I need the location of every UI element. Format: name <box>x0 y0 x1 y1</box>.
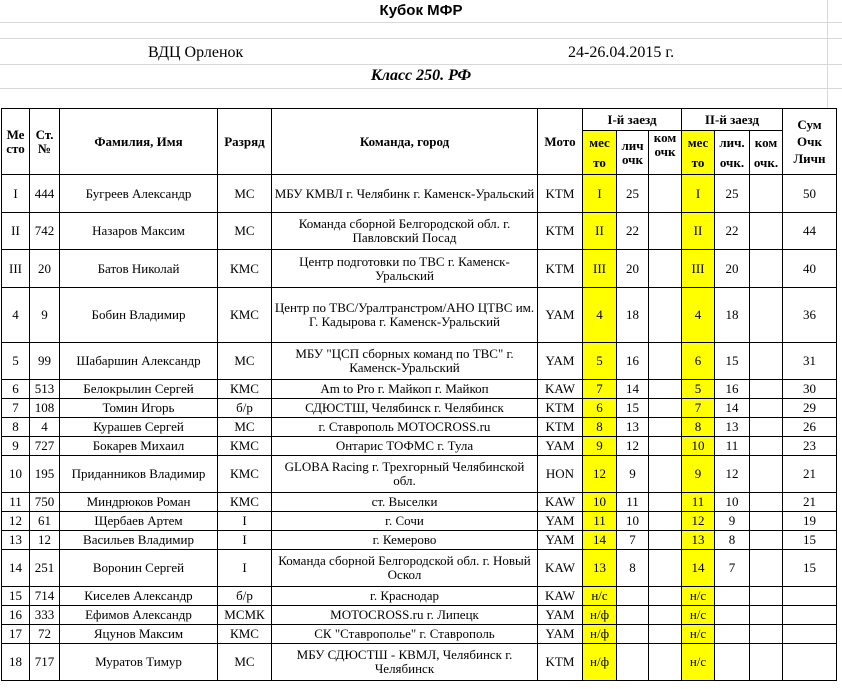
row-race1-team-points <box>649 456 682 493</box>
row-race1-team-points <box>649 550 682 587</box>
row-start-number: 251 <box>30 550 60 587</box>
table-row <box>2 343 837 380</box>
row-race1-place: н/ф <box>583 625 617 644</box>
row-race2-team-points <box>750 175 783 213</box>
row-moto: KAW <box>538 380 583 399</box>
row-team: MOTOCROSS.ru г. Липецк <box>272 606 538 625</box>
row-race1-place: 14 <box>583 531 617 550</box>
row-place: II <box>2 213 30 250</box>
table-row <box>2 175 837 213</box>
row-start-number: 750 <box>30 493 60 512</box>
row-race2-place: н/с <box>682 625 715 644</box>
row-team: г. Кемерово <box>272 531 538 550</box>
row-race2-place: н/с <box>682 644 715 681</box>
row-race1-points: 9 <box>617 456 649 493</box>
row-sum <box>783 606 837 625</box>
grid-line <box>0 64 842 65</box>
row-place: 18 <box>2 644 30 681</box>
row-race1-points: 18 <box>617 288 649 343</box>
row-race1-points: 7 <box>617 531 649 550</box>
row-rank: КМС <box>218 493 272 512</box>
row-moto: YAM <box>538 512 583 531</box>
row-race2-team-points <box>750 456 783 493</box>
row-race2-place: 8 <box>682 418 715 437</box>
row-race2-team-points <box>750 644 783 681</box>
row-sum: 21 <box>783 493 837 512</box>
row-rank: МС <box>218 343 272 380</box>
row-sum: 29 <box>783 399 837 418</box>
row-team: СДЮСТШ, Челябинск г. Челябинск <box>272 399 538 418</box>
row-race1-team-points <box>649 531 682 550</box>
header-moto: Мото <box>538 109 583 175</box>
row-race2-place: н/с <box>682 587 715 606</box>
row-start-number: 513 <box>30 380 60 399</box>
row-team: МБУ КМВЛ г. Челябинк г. Каменск-Уральский <box>272 175 538 213</box>
row-race2-place: 10 <box>682 437 715 456</box>
row-place: 12 <box>2 512 30 531</box>
row-rank: КМС <box>218 380 272 399</box>
row-race1-place: 12 <box>583 456 617 493</box>
row-team: GLOBA Racing г. Трехгорный Челябинской обл. <box>272 456 538 493</box>
row-race2-team-points <box>750 512 783 531</box>
row-team: СК "Ставрополье" г. Ставрополь <box>272 625 538 644</box>
row-race2-points: 11 <box>715 437 750 456</box>
row-race2-team-points <box>750 587 783 606</box>
row-start-number: 333 <box>30 606 60 625</box>
row-race2-points: 12 <box>715 456 750 493</box>
row-race1-team-points <box>649 175 682 213</box>
row-team: Am to Pro г. Майкоп г. Майкоп <box>272 380 538 399</box>
header-race1-team-points: ком очк <box>649 131 682 175</box>
grid-line <box>0 88 842 89</box>
row-race1-team-points <box>649 343 682 380</box>
row-race2-points: 14 <box>715 399 750 418</box>
row-race2-place: н/с <box>682 606 715 625</box>
row-race1-points: 14 <box>617 380 649 399</box>
row-place: 15 <box>2 587 30 606</box>
row-race1-points: 15 <box>617 399 649 418</box>
row-team: Центр подготовки по ТВС г. Каменск-Уральский <box>272 250 538 288</box>
row-race2-points: 9 <box>715 512 750 531</box>
row-race1-points <box>617 587 649 606</box>
row-race1-place: 8 <box>583 418 617 437</box>
row-race2-place: 12 <box>682 512 715 531</box>
table-row <box>2 456 837 493</box>
table-row <box>2 213 837 250</box>
row-race1-place: 11 <box>583 512 617 531</box>
table-row <box>2 587 837 606</box>
row-place: 14 <box>2 550 30 587</box>
event-dates: 24-26.04.2015 г. <box>568 44 675 61</box>
row-race1-team-points <box>649 493 682 512</box>
row-moto: KTM <box>538 213 583 250</box>
row-race1-points <box>617 606 649 625</box>
row-race1-place: 13 <box>583 550 617 587</box>
row-start-number: 20 <box>30 250 60 288</box>
row-race1-points: 12 <box>617 437 649 456</box>
header-race2-place: мес то <box>682 131 715 175</box>
row-race1-points: 16 <box>617 343 649 380</box>
row-place: III <box>2 250 30 288</box>
row-race2-team-points <box>750 531 783 550</box>
row-start-number: 99 <box>30 343 60 380</box>
row-rank: МСМК <box>218 606 272 625</box>
row-sum <box>783 644 837 681</box>
page-title: Кубок МФР <box>379 2 463 19</box>
row-moto: KTM <box>538 250 583 288</box>
row-start-number: 61 <box>30 512 60 531</box>
row-rank: МС <box>218 213 272 250</box>
row-rank: КМС <box>218 625 272 644</box>
row-name: Белокрылин Сергей <box>60 380 218 399</box>
row-race1-team-points <box>649 437 682 456</box>
row-name: Муратов Тимур <box>60 644 218 681</box>
row-race2-points <box>715 644 750 681</box>
row-race1-team-points <box>649 380 682 399</box>
row-rank: КМС <box>218 437 272 456</box>
row-race1-place: 7 <box>583 380 617 399</box>
results-table <box>1 108 837 681</box>
row-team: г. Ставрополь MOTOCROSS.ru <box>272 418 538 437</box>
row-start-number: 9 <box>30 288 60 343</box>
row-moto: KTM <box>538 644 583 681</box>
row-place: 6 <box>2 380 30 399</box>
row-place: 5 <box>2 343 30 380</box>
row-sum: 26 <box>783 418 837 437</box>
row-race1-team-points <box>649 644 682 681</box>
row-start-number: 742 <box>30 213 60 250</box>
table-row <box>2 531 837 550</box>
row-name: Васильев Владимир <box>60 531 218 550</box>
row-race1-team-points <box>649 250 682 288</box>
row-rank: КМС <box>218 250 272 288</box>
row-sum: 19 <box>783 512 837 531</box>
row-race2-points: 16 <box>715 380 750 399</box>
table-row <box>2 380 837 399</box>
row-race1-team-points <box>649 399 682 418</box>
row-moto: KAW <box>538 587 583 606</box>
row-start-number: 72 <box>30 625 60 644</box>
row-start-number: 714 <box>30 587 60 606</box>
row-race2-place: 4 <box>682 288 715 343</box>
row-team: г. Сочи <box>272 512 538 531</box>
row-race2-team-points <box>750 343 783 380</box>
row-race1-points <box>617 644 649 681</box>
row-rank: КМС <box>218 288 272 343</box>
row-rank: I <box>218 531 272 550</box>
row-race1-team-points <box>649 512 682 531</box>
table-row <box>2 418 837 437</box>
row-name: Воронин Сергей <box>60 550 218 587</box>
table-row <box>2 512 837 531</box>
row-race2-team-points <box>750 493 783 512</box>
row-race2-place: 14 <box>682 550 715 587</box>
row-sum: 21 <box>783 456 837 493</box>
row-race2-team-points <box>750 250 783 288</box>
row-race2-place: 11 <box>682 493 715 512</box>
row-sum: 15 <box>783 550 837 587</box>
header-start-number: Ст. № <box>30 109 60 175</box>
row-moto: YAM <box>538 343 583 380</box>
row-name: Бобин Владимир <box>60 288 218 343</box>
row-rank: МС <box>218 418 272 437</box>
row-moto: YAM <box>538 437 583 456</box>
row-name: Бугреев Александр <box>60 175 218 213</box>
table-row <box>2 644 837 681</box>
row-race2-team-points <box>750 380 783 399</box>
row-moto: YAM <box>538 531 583 550</box>
row-race2-points: 13 <box>715 418 750 437</box>
venue: ВДЦ Орленок <box>148 44 244 61</box>
grid-line <box>0 22 842 23</box>
row-name: Шабаршин Александр <box>60 343 218 380</box>
row-rank: I <box>218 512 272 531</box>
row-team: Центр по ТВС/Уралтранстром/АНО ЦТВС им. Г. Кадырова г. Каменск-Уральский <box>272 288 538 343</box>
row-race1-place: н/с <box>583 587 617 606</box>
row-place: I <box>2 175 30 213</box>
row-race1-points: 20 <box>617 250 649 288</box>
row-moto: KTM <box>538 399 583 418</box>
table-row <box>2 493 837 512</box>
row-rank: МС <box>218 175 272 213</box>
row-start-number: 195 <box>30 456 60 493</box>
row-race2-team-points <box>750 625 783 644</box>
class-title: Класс 250. РФ <box>370 67 472 84</box>
row-race1-team-points <box>649 606 682 625</box>
table-row <box>2 250 837 288</box>
row-race2-team-points <box>750 606 783 625</box>
header-race2-team-points: ком очк. <box>750 131 783 175</box>
row-rank: б/р <box>218 587 272 606</box>
table-row <box>2 550 837 587</box>
row-race2-team-points <box>750 550 783 587</box>
row-race1-team-points <box>649 288 682 343</box>
table-row <box>2 606 837 625</box>
row-sum: 50 <box>783 175 837 213</box>
grid-line <box>0 38 842 39</box>
results-body <box>2 175 837 681</box>
row-start-number: 444 <box>30 175 60 213</box>
header-name: Фамилия, Имя <box>60 109 218 175</box>
row-race2-points: 10 <box>715 493 750 512</box>
row-place: 16 <box>2 606 30 625</box>
row-race2-place: 7 <box>682 399 715 418</box>
row-race1-place: I <box>583 175 617 213</box>
row-race1-points: 11 <box>617 493 649 512</box>
row-name: Киселев Александр <box>60 587 218 606</box>
row-race1-place: 10 <box>583 493 617 512</box>
row-race1-points: 10 <box>617 512 649 531</box>
row-race1-place: н/ф <box>583 606 617 625</box>
table-row <box>2 399 837 418</box>
row-race1-team-points <box>649 418 682 437</box>
row-race2-team-points <box>750 213 783 250</box>
row-sum: 30 <box>783 380 837 399</box>
row-moto: YAM <box>538 625 583 644</box>
header-place: Ме сто <box>2 109 30 175</box>
row-sum: 23 <box>783 437 837 456</box>
row-race1-team-points <box>649 625 682 644</box>
row-race2-place: II <box>682 213 715 250</box>
row-team: г. Краснодар <box>272 587 538 606</box>
row-sum: 36 <box>783 288 837 343</box>
row-rank: I <box>218 550 272 587</box>
row-race1-place: 6 <box>583 399 617 418</box>
row-race2-place: 6 <box>682 343 715 380</box>
row-race1-points: 25 <box>617 175 649 213</box>
row-race2-team-points <box>750 437 783 456</box>
row-race2-place: I <box>682 175 715 213</box>
row-place: 7 <box>2 399 30 418</box>
row-name: Назаров Максим <box>60 213 218 250</box>
row-moto: KAW <box>538 493 583 512</box>
row-race1-team-points <box>649 213 682 250</box>
row-sum <box>783 587 837 606</box>
row-race2-points: 8 <box>715 531 750 550</box>
row-sum: 31 <box>783 343 837 380</box>
header-race1-place: мес то <box>583 131 617 175</box>
row-race2-points: 7 <box>715 550 750 587</box>
header-team: Команда, город <box>272 109 538 175</box>
row-place: 4 <box>2 288 30 343</box>
row-sum <box>783 625 837 644</box>
row-team: МБУ "ЦСП сборных команд по ТВС" г. Каменск-Уральский <box>272 343 538 380</box>
row-race1-points <box>617 625 649 644</box>
row-sum: 40 <box>783 250 837 288</box>
row-race2-place: 5 <box>682 380 715 399</box>
row-race2-points: 22 <box>715 213 750 250</box>
row-start-number: 4 <box>30 418 60 437</box>
row-name: Батов Николай <box>60 250 218 288</box>
row-race2-points: 25 <box>715 175 750 213</box>
row-race1-place: II <box>583 213 617 250</box>
row-team: Онтарис ТОФМС г. Тула <box>272 437 538 456</box>
row-race1-place: 9 <box>583 437 617 456</box>
row-moto: HON <box>538 456 583 493</box>
row-race2-points <box>715 625 750 644</box>
row-race2-team-points <box>750 399 783 418</box>
row-place: 9 <box>2 437 30 456</box>
row-name: Щербаев Артем <box>60 512 218 531</box>
table-row <box>2 437 837 456</box>
row-sum: 15 <box>783 531 837 550</box>
row-start-number: 727 <box>30 437 60 456</box>
row-race1-points: 8 <box>617 550 649 587</box>
row-race1-points: 22 <box>617 213 649 250</box>
row-name: Курашев Сергей <box>60 418 218 437</box>
row-race1-place: III <box>583 250 617 288</box>
row-race1-place: 4 <box>583 288 617 343</box>
row-race1-points: 13 <box>617 418 649 437</box>
row-race2-place: 13 <box>682 531 715 550</box>
row-race2-place: III <box>682 250 715 288</box>
row-place: 11 <box>2 493 30 512</box>
row-race2-place: 9 <box>682 456 715 493</box>
row-race2-points: 20 <box>715 250 750 288</box>
row-name: Томин Игорь <box>60 399 218 418</box>
header-race-1: I-й заезд <box>583 109 682 131</box>
row-moto: KTM <box>538 175 583 213</box>
row-place: 8 <box>2 418 30 437</box>
row-race2-team-points <box>750 418 783 437</box>
row-team: Команда сборной Белгородской обл. г. Павловский Посад <box>272 213 538 250</box>
table-row <box>2 625 837 644</box>
row-place: 17 <box>2 625 30 644</box>
row-team: ст. Выселки <box>272 493 538 512</box>
row-place: 10 <box>2 456 30 493</box>
row-name: Миндрюков Роман <box>60 493 218 512</box>
row-start-number: 12 <box>30 531 60 550</box>
row-name: Приданников Владимир <box>60 456 218 493</box>
row-rank: б/р <box>218 399 272 418</box>
row-moto: KAW <box>538 550 583 587</box>
row-team: Команда сборной Белгородской обл. г. Новый Оскол <box>272 550 538 587</box>
row-start-number: 108 <box>30 399 60 418</box>
header-rank: Разряд <box>218 109 272 175</box>
row-name: Бокарев Михаил <box>60 437 218 456</box>
row-start-number: 717 <box>30 644 60 681</box>
row-race2-team-points <box>750 288 783 343</box>
row-moto: YAM <box>538 606 583 625</box>
row-race1-place: н/ф <box>583 644 617 681</box>
row-rank: КМС <box>218 456 272 493</box>
row-race2-points <box>715 587 750 606</box>
row-race1-place: 5 <box>583 343 617 380</box>
row-team: МБУ СДЮСТШ - КВМЛ, Челябинск г. Челябинск <box>272 644 538 681</box>
header-sum: Сум Очк Личн <box>783 109 837 175</box>
row-sum: 44 <box>783 213 837 250</box>
row-race2-points <box>715 606 750 625</box>
header-race-2: II-й заезд <box>682 109 783 131</box>
row-name: Яцунов Максим <box>60 625 218 644</box>
row-place: 13 <box>2 531 30 550</box>
row-rank: МС <box>218 644 272 681</box>
row-race2-points: 18 <box>715 288 750 343</box>
row-race1-team-points <box>649 587 682 606</box>
row-name: Ефимов Александр <box>60 606 218 625</box>
row-race2-points: 15 <box>715 343 750 380</box>
row-moto: KTM <box>538 418 583 437</box>
row-moto: YAM <box>538 288 583 343</box>
header-race1-points: лич очк <box>617 131 649 175</box>
header-race2-points: лич. очк. <box>715 131 750 175</box>
table-row <box>2 288 837 343</box>
